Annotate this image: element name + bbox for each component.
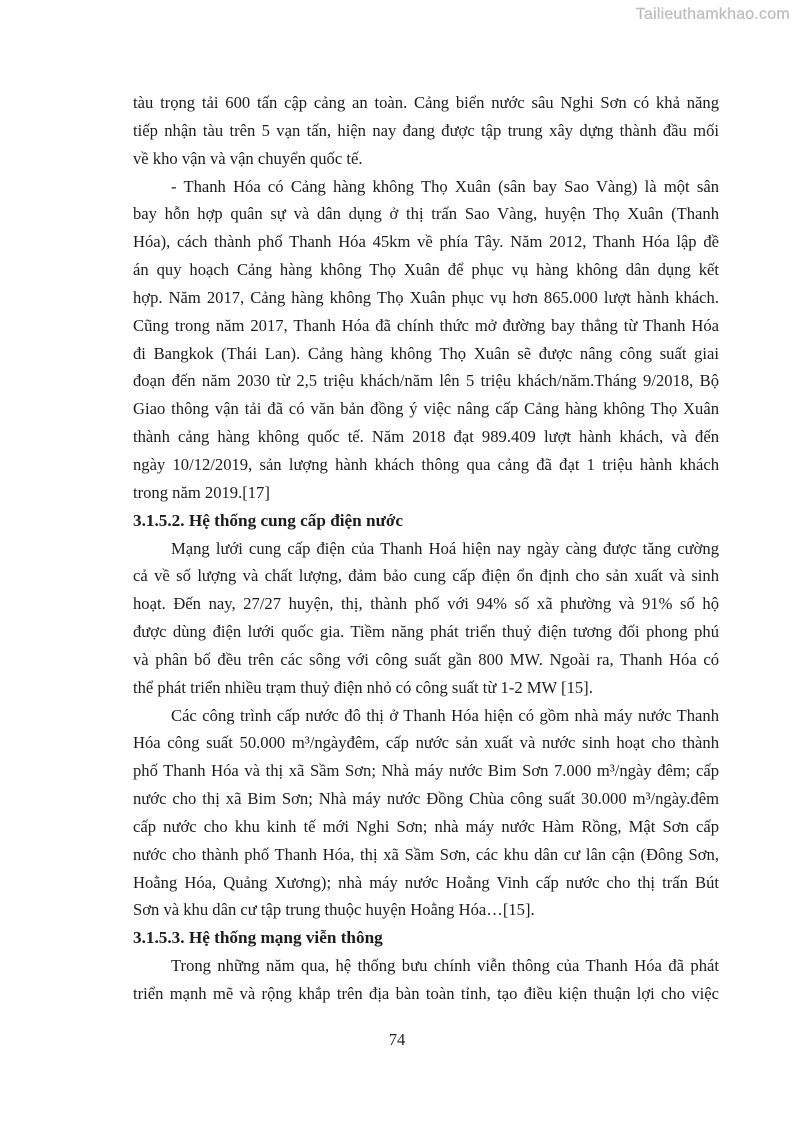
watermark: Tailieuthamkhao.com [635,6,790,23]
text-line: được dùng điện lưới quốc gia. Tiềm năng phát triển thuỷ điện tương đối phong phú [133,622,719,642]
text-line: Hoằng Hóa, Quảng Xương); nhà máy nước Hoằng Vinh cấp nước cho thị trấn Bút [133,872,719,892]
text-line: cấp nước cho khu kinh tế mới Nghi Sơn; nhà máy nước Hàm Rồng, Mật Sơn cấp [133,816,719,836]
text-line: và phân bố đều trên các sông với công suất gần 800 MW. Ngoài ra, Thanh Hóa có [133,649,719,669]
section-heading: 3.1.5.2. Hệ thống cung cấp điện nước [133,510,404,530]
text-line: Sơn và khu dân cư tập trung thuộc huyện Hoằng Hóa…[15]. [133,900,535,920]
text-line: Giao thông vận tải đã có văn bản đồng ý việc nâng cấp Cảng hàng không Thọ Xuân [133,399,719,419]
text-line: án quy hoạch Cảng hàng không Thọ Xuân để phục vụ hàng không dân dụng kết [133,260,719,280]
text-line: - Thanh Hóa có Cảng hàng không Thọ Xuân (sân bay Sao Vàng) là một sân [171,176,719,196]
text-line: Hóa), cách thành phố Thanh Hóa 45km về phía Tây. Năm 2012, Thanh Hóa lập đề [133,232,719,252]
text-line: Trong những năm qua, hệ thống bưu chính viễn thông của Thanh Hóa đã phát [171,956,719,976]
text-line: trong năm 2019.[17] [133,482,270,502]
text-line: Các công trình cấp nước đô thị ở Thanh Hóa hiện có gồm nhà máy nước Thanh [171,705,719,725]
section-heading: 3.1.5.3. Hệ thống mạng viễn thông [133,928,383,948]
text-line: ngày 10/12/2019, sản lượng hành khách thông qua cảng đã đạt 1 triệu hành khách [133,454,719,474]
text-line: hoạt. Đến nay, 27/27 huyện, thị, thành phố với 94% số xã phường và 91% số hộ [133,594,719,614]
text-line: phố Thanh Hóa và thị xã Sầm Sơn; Nhà máy nước Bim Sơn 7.000 m³/ngày đêm; cấp [133,761,719,781]
text-line: đi Bangkok (Thái Lan). Cảng hàng không Thọ Xuân sẽ được nâng công suất giai [133,343,719,363]
text-line: bay hỗn hợp quân sự và dân dụng ở thị trấn Sao Vàng, huyện Thọ Xuân (Thanh [133,204,719,224]
text-line: thể phát triển nhiều trạm thuỷ điện nhỏ có công suất từ 1-2 MW [15]. [133,677,593,697]
text-line: tiếp nhận tàu trên 5 vạn tấn, hiện nay đang được tập trung xây dựng thành đầu mối [133,120,719,140]
text-line: nước cho thành phố Thanh Hóa, thị xã Sầm Sơn, các khu dân cư lân cận (Đông Sơn, [133,844,719,864]
content-area [133,89,719,1008]
text-line: tàu trọng tải 600 tấn cập cảng an toàn. Cảng biển nước sâu Nghi Sơn có khả năng [133,93,719,112]
text-line: về kho vận và vận chuyển quốc tế. [133,148,363,168]
text-line: Cũng trong năm 2017, Thanh Hóa đã chính thức mở đường bay thẳng từ Thanh Hóa [133,315,719,335]
text-line: Mạng lưới cung cấp điện của Thanh Hoá hiện nay ngày càng được tăng cường [171,538,719,558]
text-line: hợp. Năm 2017, Cảng hàng không Thọ Xuân phục vụ hơn 865.000 lượt hành khách. [133,287,719,307]
text-line: đoạn đến năm 2030 từ 2,5 triệu khách/năm lên 5 triệu khách/năm.Tháng 9/2018, Bộ [133,371,719,391]
text-line: triển mạnh mẽ và rộng khắp trên địa bàn toàn tỉnh, tạo điều kiện thuận lợi cho việc [133,984,719,1003]
text-line: Hóa công suất 50.000 m³/ngàyđêm, cấp nước sản xuất và nước sinh hoạt cho thành [133,733,719,753]
page-number: 74 [388,1030,406,1049]
text-line: thành cảng hàng không quốc tế. Năm 2018 đạt 989.409 lượt hành khách, và đến [133,427,719,447]
text-line: cả về số lượng và chất lượng, đảm bảo cung cấp điện ổn định cho sản xuất và sinh [133,566,719,586]
text-line: nước cho thị xã Bim Sơn; Nhà máy nước Đồng Chùa công suất 30.000 m³/ngày.đêm [133,789,719,809]
